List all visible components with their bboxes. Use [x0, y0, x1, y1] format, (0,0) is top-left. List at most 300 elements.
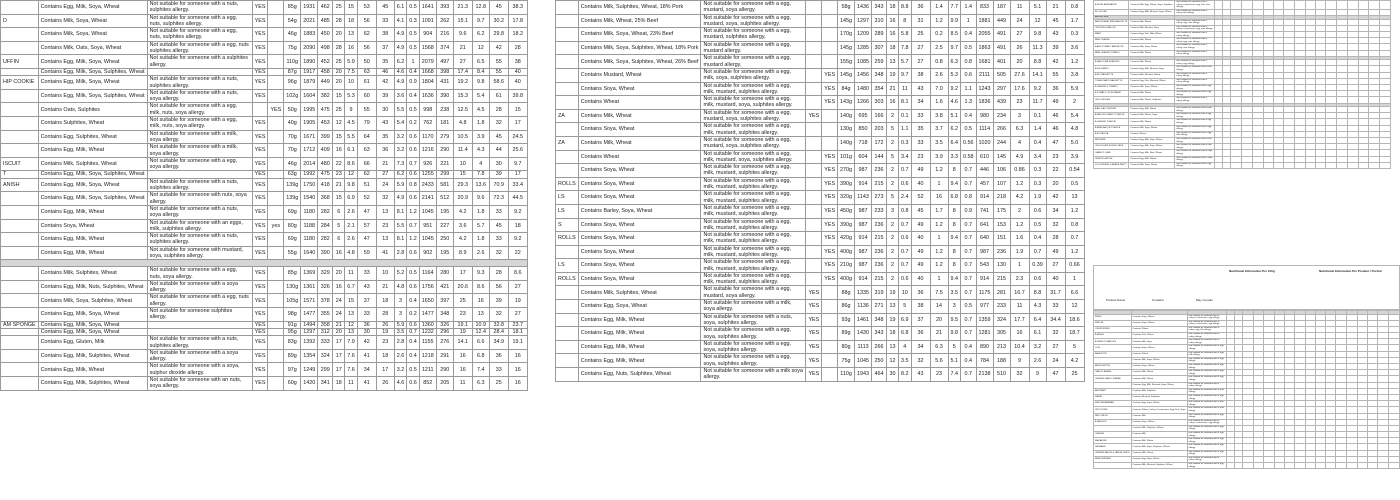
- product-name-cell: ISCUIT: [1, 157, 39, 171]
- product-name-cell: ANTIPASTI: [1094, 388, 1132, 394]
- nutrition-value-cell: 11: [345, 267, 358, 281]
- nutrition-value-cell: 25: [1065, 368, 1084, 382]
- nutrition-value-cell: 319: [872, 286, 887, 300]
- nutrition-value-cell: 151: [993, 232, 1010, 246]
- nutrition-value-cell: 0.8: [930, 55, 948, 69]
- nutrition-value-cell: 462: [318, 1, 333, 15]
- nutrition-value-cell: 0.8: [961, 55, 977, 69]
- may-contain-cell: Not suitable for someone with a egg allergy.: [1187, 444, 1226, 450]
- nutrition-value-cell: 2.4: [899, 191, 912, 205]
- nutrition-value-cell: 718: [855, 136, 872, 150]
- product-name-cell: BRIE CHEESE: [1094, 38, 1129, 44]
- nutrition-value-cell: 0.54: [1065, 164, 1084, 178]
- nutrition-value-cell: 26: [376, 377, 394, 391]
- nutrition-value-cell: 7.3: [394, 157, 407, 171]
- product-name-cell: [1094, 463, 1132, 469]
- nutrition-value-cell: 29.3: [453, 178, 472, 192]
- nutrition-value-cell: 47: [357, 205, 376, 219]
- contains-cell: Contains Barley, Soya, Wheat: [578, 204, 701, 218]
- nutrition-value-cell: 144: [872, 150, 887, 164]
- contains-cell: Contains Egg, Soya, Wheat: [1131, 401, 1187, 407]
- nutrition-value-cell: 89g: [838, 327, 855, 341]
- nutrition-value-cell: [1284, 162, 1295, 168]
- nutrition-value-cell: 0.5: [1029, 218, 1046, 232]
- nutrition-value-cell: 1: [930, 272, 948, 286]
- may-contain-cell: Not suitable for someone with a celery allergy.: [1187, 456, 1226, 462]
- vegetarian-cell: YES: [806, 327, 822, 341]
- vegetarian-cell: [806, 41, 822, 55]
- nutrition-value-cell: 8.2: [899, 368, 912, 382]
- contains-cell: Contains Milk, Wheat, 25% Beef: [578, 14, 701, 28]
- vegan-cell: YES: [822, 232, 838, 246]
- nutrition-value-cell: 145g: [838, 41, 855, 55]
- vegetarian-cell: YES: [252, 28, 268, 42]
- nutrition-value-cell: 18: [887, 1, 899, 15]
- nutrition-value-cell: 1155: [419, 336, 436, 350]
- nutrition-value-cell: 1.2: [930, 218, 948, 232]
- contains-cell: Contains Milk, Soya, Sulphites, Wheat: [38, 294, 147, 308]
- nutrition-value-cell: 195: [436, 205, 453, 219]
- vegan-cell: [822, 354, 838, 368]
- nutrition-value-cell: 15: [333, 89, 345, 103]
- may-contain-cell: Not suitable for someone with a celery allergy.: [1175, 97, 1215, 103]
- product-name-cell: BRUSCHETTA: [1094, 364, 1132, 370]
- table-row: [556, 232, 1085, 246]
- table-row: [556, 191, 1085, 205]
- nutrition-value-cell: 23.7: [508, 321, 527, 328]
- contains-cell: Contains Milk, Wheat, Sulphites: [1129, 97, 1175, 103]
- product-name-cell: [1, 192, 39, 206]
- nutrition-value-cell: 3.5: [948, 286, 961, 300]
- nutrition-value-cell: 32: [489, 246, 508, 260]
- nutrition-value-cell: 6.6: [1065, 286, 1084, 300]
- nutrition-value-cell: 62: [357, 28, 376, 42]
- may-contain-cell: Not suitable for someone with a soya allergy.: [147, 349, 252, 363]
- nutrition-value-cell: 3.3: [948, 150, 961, 164]
- vegan-cell: [268, 178, 284, 192]
- nutrition-value-cell: 49: [911, 164, 930, 178]
- table-row: [1, 205, 528, 219]
- table-row: [1, 76, 528, 90]
- nutrition-value-cell: 23: [930, 368, 948, 382]
- nutrition-value-cell: 14.1: [1029, 68, 1046, 82]
- nutrition-value-cell: 290: [436, 363, 453, 377]
- nutrition-value-cell: 7.5: [930, 286, 948, 300]
- nutrition-value-cell: 6.9: [899, 313, 912, 327]
- nutrition-value-cell: 5.1: [1029, 1, 1046, 15]
- nutrition-value-cell: 27: [453, 55, 472, 69]
- nutrition-value-cell: 8: [948, 204, 961, 218]
- nutrition-value-cell: 3.6: [1065, 41, 1084, 55]
- contains-cell: Contains Egg, Milk, Wheat: [1129, 107, 1175, 113]
- nutrition-value-cell: [1380, 1, 1391, 10]
- nutrition-value-cell: 0.6: [407, 321, 420, 328]
- nutrition-value-cell: 34: [1046, 204, 1065, 218]
- nutrition-value-cell: 0.5: [407, 41, 420, 55]
- nutrition-value-cell: 39: [489, 294, 508, 308]
- nutrition-value-cell: 1243: [976, 82, 993, 96]
- nutrition-value-cell: [1357, 463, 1368, 469]
- nutrition-value-cell: 10: [453, 157, 472, 171]
- may-contain-cell: Not suitable for someone with a egg, milk, nuts, soya allergy.: [147, 117, 252, 131]
- nutrition-value-cell: 130g: [284, 280, 301, 294]
- nutrition-value-cell: 0.6: [1029, 272, 1046, 286]
- nutrition-value-cell: 1164: [419, 267, 436, 281]
- nutrition-value-cell: 244: [993, 136, 1010, 150]
- contains-cell: Contains Egg, Milk, Wheat: [38, 246, 147, 260]
- nutrition-value-cell: 310: [872, 14, 887, 28]
- product-name-cell: A NACHOS: [1094, 419, 1132, 425]
- product-name-cell: [1, 205, 39, 219]
- nutrition-value-cell: 1113: [855, 340, 872, 354]
- nutrition-value-cell: 9.6: [453, 28, 472, 42]
- vegan-cell: [268, 89, 284, 103]
- nutrition-value-cell: 299: [436, 171, 453, 178]
- nutrition-value-cell: 987: [855, 245, 872, 259]
- nutrition-value-cell: 270g: [838, 164, 855, 178]
- nutrition-value-cell: 7.6: [345, 363, 358, 377]
- contains-cell: Contains Soya, Wheat: [578, 191, 701, 205]
- nutrition-value-cell: 485: [318, 14, 333, 28]
- nutrition-value-cell: 299: [318, 363, 333, 377]
- nutrition-value-cell: 34: [357, 363, 376, 377]
- nutrition-value-cell: 290: [436, 144, 453, 158]
- nutrition-value-cell: 0.6: [1029, 204, 1046, 218]
- nutrition-value-cell: 449: [318, 76, 333, 90]
- nutrition-value-cell: 18: [887, 41, 899, 55]
- nutrition-value-cell: [1275, 463, 1285, 469]
- nutrition-value-cell: 4.8: [345, 246, 358, 260]
- nutrition-value-cell: 13: [376, 233, 394, 247]
- nutrition-value-cell: 1180: [301, 233, 318, 247]
- may-contain-cell: Not suitable for someone with a egg allergy.: [1187, 425, 1226, 431]
- nutrition-value-cell: 0.7: [961, 327, 977, 341]
- nutrition-value-cell: 0.6: [899, 177, 912, 191]
- nutrition-value-cell: 852: [419, 377, 436, 391]
- nutrition-value-cell: 1297: [855, 14, 872, 28]
- contains-cell: Contains Wheat: [578, 96, 701, 110]
- nutrition-value-cell: 0.8: [961, 191, 977, 205]
- nutrition-value-cell: 0.6: [899, 232, 912, 246]
- nutrition-value-cell: 0.4: [407, 89, 420, 103]
- nutrition-value-cell: [1368, 463, 1378, 469]
- nutrition-value-cell: 640: [976, 232, 993, 246]
- may-contain-cell: Not suitable for someone with a egg, soya, sulphites allergy.: [701, 354, 806, 368]
- nutrition-value-cell: 2055: [976, 28, 993, 42]
- product-name-cell: A RINGS: [1094, 333, 1132, 339]
- nutrition-value-cell: 5: [333, 219, 345, 233]
- product-name-header: Product Name: [1106, 298, 1126, 302]
- vegan-cell: [822, 41, 838, 55]
- may-contain-cell: Not suitable for someone with a egg, milk, mustard, sulphites allergy.: [701, 218, 806, 232]
- product-name-cell: [556, 313, 579, 327]
- contains-cell: Contains Sulphites, Wheat: [38, 117, 147, 131]
- nutrition-value-cell: 13: [345, 308, 358, 322]
- nutrition-value-cell: 279: [436, 130, 453, 144]
- nutrition-value-cell: 0.2: [407, 308, 420, 322]
- nutrition-value-cell: 1494: [301, 321, 318, 328]
- contains-cell: Contains Egg, Soya, Wheat: [578, 300, 701, 314]
- may-contain-cell: Not suitable for someone with a egg, milk, soya, sulphites allergy.: [701, 68, 806, 82]
- nutrition-value-cell: 1266: [855, 96, 872, 110]
- nutrition-value-cell: 39: [1046, 41, 1065, 55]
- vegetarian-cell: YES: [806, 340, 822, 354]
- may-contain-cell: Not suitable for someone with mustard, soya, sulphites allergy.: [147, 246, 252, 260]
- nutrition-value-cell: 236: [872, 164, 887, 178]
- nutrition-value-cell: 93g: [838, 313, 855, 327]
- nutrition-value-cell: 16: [508, 349, 527, 363]
- nutrition-value-cell: 262: [436, 14, 453, 28]
- table-row: [1, 103, 528, 117]
- nutrition-value-cell: 85g: [284, 1, 301, 15]
- nutrition-value-cell: 2.6: [472, 246, 489, 260]
- nutrition-value-cell: 3.6: [453, 219, 472, 233]
- nutrition-value-cell: 1085: [855, 55, 872, 69]
- contains-cell: Contains Wheat: [1129, 131, 1175, 137]
- nutrition-value-cell: 46: [1046, 123, 1065, 137]
- nutrition-value-cell: 18: [508, 219, 527, 233]
- nutrition-value-cell: 0.4: [961, 109, 977, 123]
- nutrition-value-cell: 0.6: [961, 68, 977, 82]
- may-contain-cell: Not suitable for someone with a egg, nuts sulphites allergy.: [147, 41, 252, 55]
- vegetarian-cell: [806, 68, 822, 82]
- contains-cell: Contains Milk, Oats, Soya, Wheat: [38, 41, 147, 55]
- nutrition-value-cell: [1215, 162, 1223, 168]
- nutrition-value-cell: 6.3: [948, 55, 961, 69]
- may-contain-cell: Not suitable for someone with a egg, milk, mustard, sulphites allergy.: [701, 232, 806, 246]
- table-row: [1, 349, 528, 363]
- nutrition-value-cell: 102g: [284, 89, 301, 103]
- may-contain-cell: Not suitable for someone with a nuts, soya allergy.: [147, 89, 252, 103]
- nutrition-value-cell: 3.9: [1065, 150, 1084, 164]
- nutrition-value-cell: 38: [911, 68, 930, 82]
- nutrition-value-cell: 41: [357, 349, 376, 363]
- may-contain-cell: Not suitable for someone with a egg allergy.: [1187, 345, 1226, 351]
- contains-cell: Contains Oats, Sulphites: [38, 103, 147, 117]
- nutrition-value-cell: 0.7: [961, 272, 977, 286]
- vegetarian-cell: YES: [252, 328, 268, 335]
- nutrition-value-cell: 33: [489, 363, 508, 377]
- nutrition-value-cell: 12.4: [472, 328, 489, 335]
- nutrition-value-cell: 18: [376, 294, 394, 308]
- nutrition-value-cell: 25.6: [508, 144, 527, 158]
- product-name-cell: [556, 150, 579, 164]
- vegan-cell: YES: [822, 177, 838, 191]
- nutrition-value-cell: 20: [333, 28, 345, 42]
- vegetarian-cell: YES: [252, 321, 268, 328]
- nutrition-value-cell: [1337, 1, 1348, 10]
- nutrition-value-cell: 3.4: [1029, 150, 1046, 164]
- nutrition-value-cell: 145g: [838, 14, 855, 28]
- table-row: [1, 363, 528, 377]
- nutrition-value-cell: 0.4: [1029, 136, 1046, 150]
- product-name-cell: [1, 308, 39, 322]
- nutrition-value-cell: 6.2: [948, 123, 961, 137]
- nutrition-value-cell: 4.6: [948, 96, 961, 110]
- nutrition-value-cell: 8.1: [394, 233, 407, 247]
- nutrition-value-cell: 15.3: [453, 89, 472, 103]
- nutrition-value-cell: 38: [508, 55, 527, 69]
- nutrition-value-cell: 97g: [284, 363, 301, 377]
- nutrition-value-cell: 13: [345, 328, 358, 335]
- nutrition-value-cell: 0.5: [1065, 177, 1084, 191]
- nutrition-value-cell: 215: [872, 272, 887, 286]
- nutrition-value-cell: 20: [333, 76, 345, 90]
- nutrition-value-cell: 236: [872, 259, 887, 273]
- table-row: [1, 192, 528, 206]
- per-100g-title: Nutritional Information Per 100g: [1229, 269, 1275, 273]
- contains-cell: Contains Egg, Milk, Wheat: [38, 144, 147, 158]
- contains-cell: Contains Egg, Gluten, Milk: [38, 336, 147, 350]
- product-name-cell: ANISH: [1, 178, 39, 192]
- nutrition-value-cell: 42: [357, 336, 376, 350]
- nutrition-value-cell: 46g: [284, 28, 301, 42]
- may-contain-cell: Not suitable for someone with a nuts allergy.: [1175, 66, 1215, 72]
- table-row: [1, 89, 528, 103]
- nutrition-value-cell: 16: [1010, 327, 1029, 341]
- nutrition-value-cell: 3.2: [394, 363, 407, 377]
- nutrition-value-cell: 1180: [301, 205, 318, 219]
- may-contain-cell: Not suitable for someone with a milk, soya allergy.: [147, 130, 252, 144]
- nutrition-value-cell: 1.2: [1065, 204, 1084, 218]
- nutrition-value-cell: 0.7: [407, 219, 420, 233]
- nutrition-value-cell: 5.2: [394, 267, 407, 281]
- nutrition-value-cell: 505: [993, 68, 1010, 82]
- vegetarian-cell: YES: [252, 280, 268, 294]
- nutrition-value-cell: 12: [345, 171, 358, 178]
- nutrition-value-cell: 27: [508, 280, 527, 294]
- vegetarian-cell: YES: [252, 336, 268, 350]
- nutrition-value-cell: 11.4: [453, 144, 472, 158]
- product-name-cell: WEDGE: [1094, 320, 1132, 326]
- nutrition-value-cell: 69g: [284, 233, 301, 247]
- nutrition-value-cell: 343: [872, 1, 887, 15]
- product-name-cell: FRIES: [1094, 314, 1132, 320]
- nutrition-header: [1093, 265, 1400, 310]
- nutrition-value-cell: 12: [345, 321, 358, 328]
- product-name-cell: A ALL DAY CHICKEN: [1094, 107, 1129, 113]
- may-contain-cell: Not suitable for someone with a egg allergy.: [1187, 413, 1226, 419]
- nutrition-value-cell: 358: [318, 321, 333, 328]
- product-name-cell: ZA: [556, 109, 579, 123]
- nutrition-value-cell: 55: [357, 103, 376, 117]
- nutrition-value-cell: 16: [333, 246, 345, 260]
- vegan-cell: [822, 123, 838, 137]
- nutrition-value-cell: 2138: [976, 368, 993, 382]
- nutrition-value-cell: 32: [489, 117, 508, 131]
- nutrition-value-cell: 0.1: [1029, 109, 1046, 123]
- nutrition-value-cell: 902: [419, 246, 436, 260]
- nutrition-value-cell: 5.4: [1065, 109, 1084, 123]
- nutrition-value-cell: 11: [345, 377, 358, 391]
- table-row: [1094, 463, 1400, 469]
- vegan-cell: YES: [822, 150, 838, 164]
- nutrition-value-cell: 1.2: [407, 233, 420, 247]
- nutrition-value-cell: 8: [948, 259, 961, 273]
- contains-cell: Contains Egg, Nuts, Sulphites, Wheat: [578, 368, 701, 382]
- contains-cell: Contains Milk, Mustard, Sulphites, Wheat: [1131, 463, 1187, 469]
- nutrition-value-cell: 105g: [284, 294, 301, 308]
- nutrition-value-cell: 0.5: [407, 267, 420, 281]
- contains-cell: Contains Egg, Milk, Wheat: [578, 354, 701, 368]
- nutrition-value-cell: 70g: [284, 130, 301, 144]
- nutrition-value-cell: 4.2: [1010, 191, 1029, 205]
- nutrition-value-cell: 1045: [419, 233, 436, 247]
- vegetarian-cell: [806, 150, 822, 164]
- nutrition-value-cell: 8.8: [1029, 286, 1046, 300]
- nutrition-value-cell: 13: [472, 308, 489, 322]
- nutrition-value-cell: 38: [376, 28, 394, 42]
- product-name-cell: [556, 41, 579, 55]
- nutrition-value-cell: 72.3: [489, 192, 508, 206]
- vegetarian-cell: [806, 218, 822, 232]
- nutrition-value-cell: 512: [436, 192, 453, 206]
- nutrition-value-cell: [1346, 463, 1357, 469]
- nutrition-value-cell: 33: [911, 136, 930, 150]
- nutrition-value-cell: 9.7: [948, 41, 961, 55]
- table-row: [556, 14, 1085, 28]
- nutrition-value-cell: 390g: [838, 218, 855, 232]
- product-name-cell: [556, 68, 579, 82]
- nutrition-value-cell: 38.3: [508, 1, 527, 15]
- contains-cell: Contains Milk, Sulphites, Wheat: [38, 267, 147, 281]
- nutrition-value-cell: 9: [1029, 368, 1046, 382]
- vegan-cell: [822, 286, 838, 300]
- nutrition-value-cell: 36: [911, 1, 930, 15]
- nutrition-value-cell: 420g: [838, 232, 855, 246]
- nutrition-value-cell: 284: [318, 219, 333, 233]
- nutrition-value-cell: 1211: [419, 363, 436, 377]
- nutrition-value-cell: 1750: [301, 178, 318, 192]
- nutrition-value-cell: 276: [436, 336, 453, 350]
- nutrition-value-cell: 1995: [301, 103, 318, 117]
- nutrition-value-cell: 421: [436, 280, 453, 294]
- nutrition-value-cell: 0.3: [1029, 164, 1046, 178]
- nutrition-value-cell: 33: [357, 267, 376, 281]
- nutrition-value-cell: 281: [993, 286, 1010, 300]
- allergen-table-1: [0, 0, 528, 391]
- product-name-cell: CROUTONS: [1094, 407, 1132, 413]
- nutrition-value-cell: 4.8: [453, 117, 472, 131]
- product-name-cell: [1, 144, 39, 158]
- table-row: [556, 123, 1085, 137]
- vegetarian-cell: YES: [252, 1, 268, 15]
- nutrition-value-cell: 329: [318, 267, 333, 281]
- nutrition-value-cell: 8.4: [472, 68, 489, 75]
- nutrition-value-cell: 0.2: [407, 117, 420, 131]
- nutrition-value-cell: 34.9: [489, 336, 508, 350]
- contains-cell: Contains Egg, Soya, Wheat: [1131, 456, 1187, 462]
- nutrition-value-cell: 58.6: [489, 76, 508, 90]
- nutrition-value-cell: 998: [419, 103, 436, 117]
- nutrition-value-cell: 47: [1046, 368, 1065, 382]
- nutrition-value-cell: 987: [855, 164, 872, 178]
- vegetarian-cell: [806, 136, 822, 150]
- nutrition-value-cell: 0.3: [407, 14, 420, 28]
- nutrition-value-cell: 6.1: [394, 1, 407, 15]
- contains-cell: Contains Milk, Wheat: [1129, 119, 1175, 125]
- nutrition-value-cell: 33: [357, 308, 376, 322]
- contains-cell: Contains Egg, Milk, Soya, Sulphites, Wheat: [38, 68, 147, 75]
- nutrition-value-cell: 8.8: [899, 1, 912, 15]
- may-contain-cell: Not suitable for someone with a egg, milk, mustard, sulphites allergy.: [701, 245, 806, 259]
- nutrition-value-cell: 9.7: [472, 14, 489, 28]
- nutrition-value-cell: 49: [1046, 245, 1065, 259]
- nutrition-value-cell: 45: [911, 204, 930, 218]
- table-row: [1, 41, 528, 55]
- product-name-cell: [1, 68, 39, 75]
- nutrition-value-cell: 19.1: [453, 321, 472, 328]
